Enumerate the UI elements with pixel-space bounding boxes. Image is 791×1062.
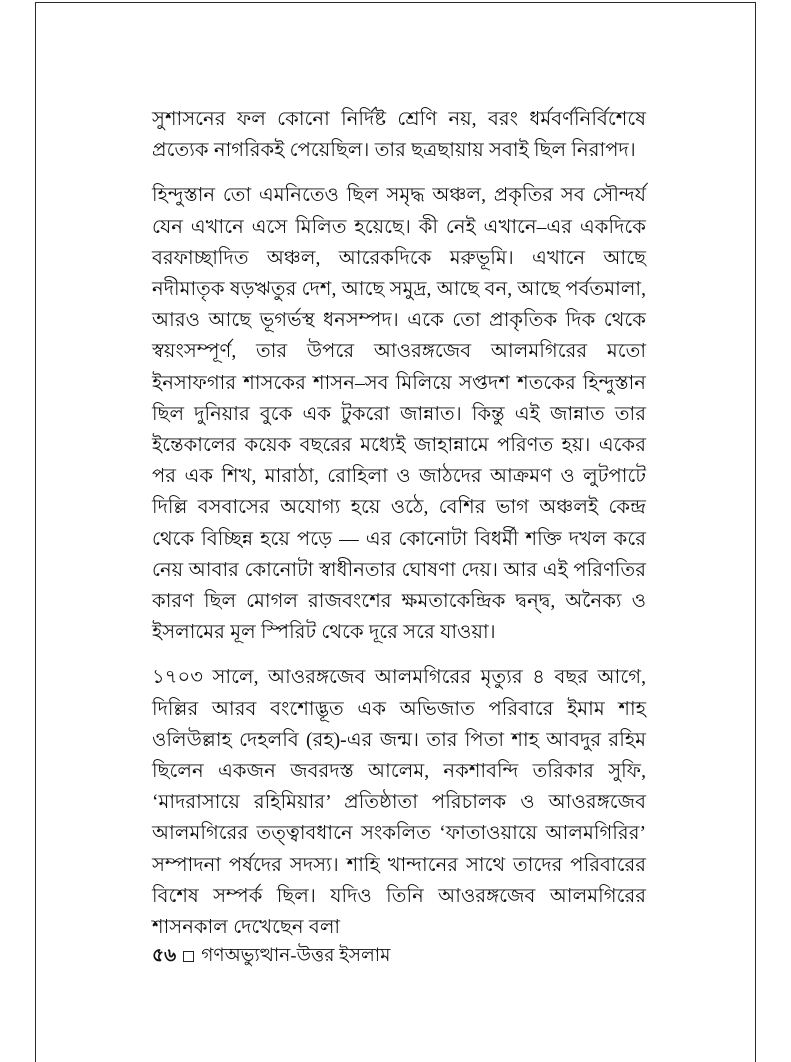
page-footer [152, 942, 646, 968]
footer-page-number: ৫৬ [152, 945, 177, 965]
paragraph-3: ১৭০৩ সালে, আওরঙ্গজেব আলমগিরের মৃত্যুর ৪ বছর আগে, দিল্লির আরব বংশোদ্ভূত এক অভিজাত পরিবারে ইমাম শাহ ওলিউল্লাহ দেহলবি (রহ)-এর জন্ম। তার পিতা শাহ আবদুর রহিম ছিলেন একজন জবরদস্ত আলেম, নকশাবন্দি তরিকার সুফি, ‘মাদরাসায়ে রহিমিয়ার’ প্রতিষ্ঠাতা পরিচালক ও আওরঙ্গজেব আলমগিরের তত্ত্বাবধানে সংকলিত ‘ফাতাওয়ায়ে আলমগিরির’ সম্পাদনা পর্ষদের সদস্য। শাহি খান্দানের সাথে তাদের পরিবারের বিশেষ সম্পর্ক ছিল। যদিও তিনি আওরঙ্গজেব আলমগিরের শাসনকাল দেখেছেন বলা [152, 667, 646, 939]
body-text-column [152, 104, 646, 943]
paragraph-1: সুশাসনের ফল কোনো নির্দিষ্ট শ্রেণি নয়, বরং ধর্মবর্ণনির্বিশেষে প্রত্যেক নাগরিকই পেয়েছিল। তার ছত্রছায়ায় সবাই ছিল নিরাপদ। [152, 109, 646, 162]
footer-book-title: গণঅভ্যুত্থান-উত্তর ইসলাম [201, 945, 391, 965]
square-bullet-icon [183, 951, 194, 962]
paragraph-2: হিন্দুস্তান তো এমনিতেও ছিল সমৃদ্ধ অঞ্চল, প্রকৃতির সব সৌন্দর্য যেন এখানে এসে মিলিত হয়েছে। কী নেই এখানে–এর একদিকে বরফাচ্ছাদিত অঞ্চল, আরেকদিকে মরুভূমি। এখানে আছে নদীমাতৃক ষড়ঋতুর দেশ, আছে সমুদ্র, আছে বন, আছে পর্বতমালা, আরও আছে ভূগর্ভস্থ ধনসম্পদ। একে তো প্রাকৃতিক দিক থেকে স্বয়ংসম্পূর্ণ, তার উপরে আওরঙ্গজেব আলমগিরের মতো ইনসাফগার শাসকের শাসন–সব মিলিয়ে সপ্তদশ শতকের হিন্দুস্তান ছিল দুনিয়ার বুকে এক টুকরো জান্নাত। কিন্তু এই জান্নাত তার ইন্তেকালের কয়েক বছরের মধ্যেই জাহান্নামে পরিণত হয়। একের পর এক শিখ, মারাঠা, রোহিলা ও জাঠদের আক্রমণ ও লুটপাটে দিল্লি বসবাসের অযোগ্য হয়ে ওঠে, বেশির ভাগ অঞ্চলই কেন্দ্র থেকে বিচ্ছিন্ন হয়ে পড়ে — এর কোনোটা বিধর্মী শক্তি দখল করে নেয় আবার কোনোটা স্বাধীনতার ঘোষণা দেয়। আর এই পরিণতির কারণ ছিল মোগল রাজবংশের ক্ষমতাকেন্দ্রিক দ্বন্দ্ব, অনৈক্য ও ইসলামের মূল স্পিরিট থেকে দূরে সরে যাওয়া। [152, 185, 646, 644]
